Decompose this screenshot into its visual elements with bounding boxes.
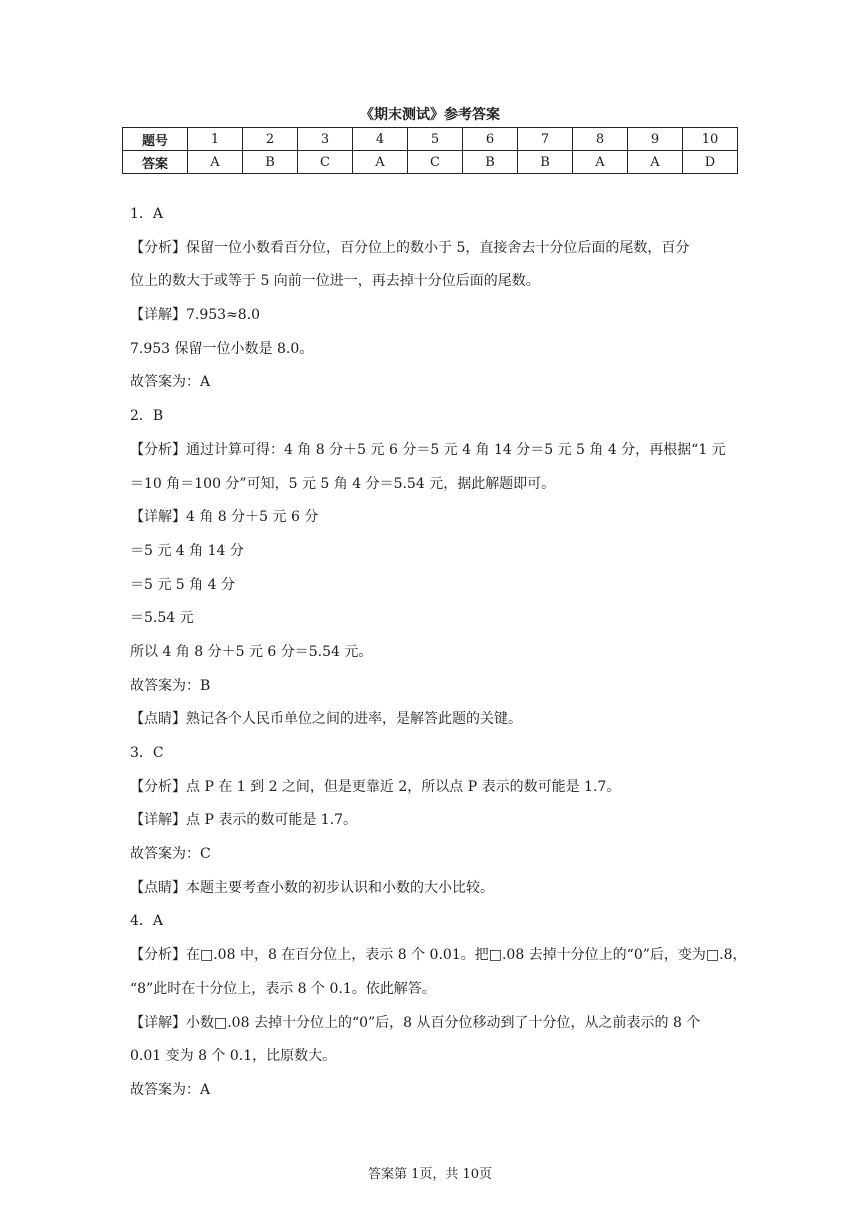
answer-key-table xyxy=(122,127,738,174)
question-number-cell: 2 xyxy=(243,128,298,151)
line-text: 保留一位小数看百分位，百分位上的数小于 5，直接舍去十分位后面的尾数，百分 xyxy=(186,239,690,256)
line-text: 故答案为：A xyxy=(130,374,211,391)
question-number-cell: 10 xyxy=(683,128,738,151)
page-title: 《期末测试》参考答案 xyxy=(360,107,500,123)
text-line xyxy=(130,909,740,943)
text-line xyxy=(130,842,740,876)
text-line xyxy=(130,337,740,371)
text-line xyxy=(130,236,740,270)
line-text: 3．C xyxy=(130,745,164,761)
text-line xyxy=(130,977,740,1011)
question-number-cell: 5 xyxy=(408,128,463,151)
section-tag: 【点睛】 xyxy=(130,711,186,728)
section-tag: 【分析】 xyxy=(130,778,186,795)
section-tag: 【点睛】 xyxy=(130,879,186,896)
line-text: 熟记各个人民币单位之间的进率，是解答此题的关键。 xyxy=(186,711,522,728)
answer-cell: A xyxy=(353,151,408,174)
line-text: 2．B xyxy=(130,408,164,425)
line-text: 故答案为：A xyxy=(130,1081,211,1098)
line-text: 在□.08 中，8 在百分位上，表示 8 个 0.01。把□.08 去掉十分位上的“0”后，变为□.8， xyxy=(186,947,747,964)
text-line xyxy=(130,1011,740,1045)
text-line xyxy=(130,573,740,607)
line-text: 7.953≈8.0 xyxy=(186,307,261,324)
line-text: 0.01 变为 8 个 0.1，比原数大。 xyxy=(130,1048,337,1065)
line-text: 点 P 表示的数可能是 1.7。 xyxy=(186,812,358,829)
line-text: 4．A xyxy=(130,913,164,930)
text-line xyxy=(130,943,747,977)
row-header-answer: 答案 xyxy=(123,151,188,174)
text-line xyxy=(130,1044,740,1078)
line-text: 所以 4 角 8 分＋5 元 6 分＝5.54 元。 xyxy=(130,643,373,660)
text-line xyxy=(130,640,740,674)
question-number-cell: 9 xyxy=(628,128,683,151)
text-line xyxy=(130,472,740,506)
line-text: 通过计算可得：4 角 8 分＋5 元 6 分＝5 元 4 角 14 分＝5 元 5 角 4 分，再根据“1 元 xyxy=(186,441,726,458)
text-line xyxy=(130,606,740,640)
answer-cell: C xyxy=(408,151,463,174)
line-text: 本题主要考查小数的初步认识和小数的大小比较。 xyxy=(186,879,494,896)
text-line xyxy=(130,741,740,775)
answer-row xyxy=(123,151,738,174)
line-text: 点 P 在 1 到 2 之间，但是更靠近 2，所以点 P 表示的数可能是 1.7。 xyxy=(186,778,621,795)
section-tag: 【分析】 xyxy=(130,947,186,964)
page-footer: 答案第 1页，共 10页 xyxy=(367,1167,493,1182)
section-tag: 【分析】 xyxy=(130,441,186,458)
section-tag: 【详解】 xyxy=(130,812,186,829)
answer-cell: C xyxy=(298,151,353,174)
line-text: ＝5 元 4 角 14 分 xyxy=(130,542,244,559)
answer-cell: A xyxy=(628,151,683,174)
text-line xyxy=(130,202,740,236)
text-line xyxy=(130,370,740,404)
answer-cell: D xyxy=(683,151,738,174)
section-tag: 【分析】 xyxy=(130,239,186,256)
text-line xyxy=(130,303,740,337)
line-text: 小数□.08 去掉十分位上的“0”后，8 从百分位移动到了十分位，从之前表示的 8 个 xyxy=(186,1014,701,1031)
text-line xyxy=(130,707,740,741)
line-text: ＝10 角＝100 分”可知，5 元 5 角 4 分＝5.54 元，据此解题即可。 xyxy=(130,475,556,492)
question-number-cell: 6 xyxy=(463,128,518,151)
question-number-cell: 4 xyxy=(353,128,408,151)
line-text: 位上的数大于或等于 5 向前一位进一，再去掉十分位后面的尾数。 xyxy=(130,273,540,290)
row-header-question-number: 题号 xyxy=(123,128,188,151)
line-text: 故答案为：B xyxy=(130,677,211,694)
line-text: 1．A xyxy=(130,206,164,222)
answer-cell: B xyxy=(243,151,298,174)
line-text: ＝5.54 元 xyxy=(130,610,194,627)
line-text: “8”此时在十分位上，表示 8 个 0.1。依此解答。 xyxy=(130,980,436,997)
text-line xyxy=(130,539,740,573)
line-text: 故答案为：C xyxy=(130,846,211,863)
answer-cell: B xyxy=(518,151,573,174)
text-line xyxy=(130,876,740,910)
answer-explanations xyxy=(130,202,747,1112)
text-line xyxy=(130,775,740,809)
question-number-row xyxy=(123,128,738,151)
question-number-cell: 8 xyxy=(573,128,628,151)
text-line xyxy=(130,269,740,303)
line-text: ＝5 元 5 角 4 分 xyxy=(130,576,235,593)
answer-cell: A xyxy=(573,151,628,174)
question-number-cell: 1 xyxy=(188,128,243,151)
section-tag: 【详解】 xyxy=(130,307,186,324)
section-tag: 【详解】 xyxy=(130,1014,186,1031)
section-tag: 【详解】 xyxy=(130,509,186,526)
text-line xyxy=(130,505,740,539)
text-line xyxy=(130,1078,740,1112)
answer-cell: A xyxy=(188,151,243,174)
question-number-cell: 7 xyxy=(518,128,573,151)
line-text: 7.953 保留一位小数是 8.0。 xyxy=(130,340,314,357)
text-line xyxy=(130,674,740,708)
text-line xyxy=(130,808,740,842)
text-line xyxy=(130,404,740,438)
answer-cell: B xyxy=(463,151,518,174)
line-text: 4 角 8 分＋5 元 6 分 xyxy=(186,509,319,526)
text-line xyxy=(130,438,740,472)
question-number-cell: 3 xyxy=(298,128,353,151)
